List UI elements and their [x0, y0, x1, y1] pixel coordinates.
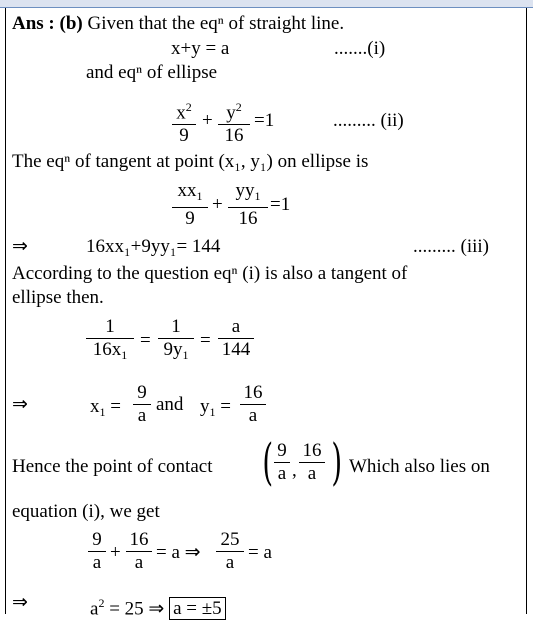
sum-fraction-1 — [88, 529, 106, 574]
x1-fraction — [133, 382, 151, 427]
y1-equals: = — [220, 396, 231, 417]
y1-var: y — [200, 396, 210, 417]
xx-sub: 1 — [196, 189, 203, 203]
y1-fraction — [240, 382, 266, 427]
ratio-2-den: 9y — [163, 339, 183, 360]
implies-arrow-1: ⇒ — [12, 236, 28, 257]
x-var: x — [176, 102, 186, 124]
y1-label — [200, 396, 231, 423]
equals-one: =1 — [254, 110, 275, 131]
contact-y-den: a — [307, 463, 317, 484]
x1-sub: 1 — [99, 405, 106, 419]
window-top-strip — [0, 0, 533, 8]
right-paren: ) — [331, 433, 343, 491]
ratio-1-sub: 1 — [121, 348, 128, 362]
equation-iii: 16xx₁+9yy₁= 144 — [86, 236, 221, 257]
answer-box — [5, 8, 527, 614]
left-paren: ( — [262, 433, 274, 491]
x1-var: x — [90, 396, 100, 417]
ratio-1-den: 16x — [92, 339, 122, 360]
final-answer-box: a = ±5 — [169, 597, 226, 620]
ratio-fraction-3 — [218, 316, 254, 361]
contact-y-fraction — [299, 440, 325, 485]
ratio-2-sub: 1 — [182, 348, 189, 362]
equation-i-tag: .......(i) — [334, 38, 386, 59]
x1-num: 9 — [137, 382, 147, 403]
y1-num: 16 — [243, 382, 263, 403]
answer-line-1 — [12, 13, 344, 35]
according-line-2: ellipse then. — [12, 287, 104, 308]
yy-var: yy — [235, 180, 255, 201]
tangent-plus: + — [212, 194, 223, 215]
x1-den: a — [137, 405, 147, 426]
y1-den: a — [248, 405, 258, 426]
y-square: 2 — [235, 100, 242, 114]
tangent-text: The eqⁿ of tangent at point (x₁, y₁) on ellipse is — [12, 151, 369, 172]
contact-comma: , — [292, 460, 297, 481]
next-question-cut-off — [0, 614, 533, 626]
sum-2-den: a — [134, 552, 144, 573]
also-lies-text: Which also lies on — [349, 456, 490, 477]
ratio-equals-1: = — [140, 330, 151, 351]
ratio-fraction-1 — [86, 316, 134, 366]
y-var: y — [226, 102, 236, 124]
sum-1-num: 9 — [92, 529, 102, 550]
given-text: Given that the eqⁿ of straight line. — [87, 13, 345, 34]
tangent-x-fraction — [172, 180, 208, 230]
ratio-3-num: a — [231, 316, 241, 337]
ellipse-y-fraction — [218, 96, 250, 147]
equals-25-implies: = 25 ⇒ — [109, 598, 165, 620]
contact-x-num: 9 — [277, 440, 287, 461]
sum-fraction-3 — [216, 529, 244, 574]
tangent-equals-one: =1 — [270, 194, 291, 215]
x1-label — [90, 396, 121, 423]
sum-equals-a: = a — [248, 542, 272, 563]
xx-var: xx — [177, 180, 197, 201]
ratio-fraction-2 — [158, 316, 194, 366]
implies-arrow-2: ⇒ — [12, 394, 28, 415]
tangent-den-16: 16 — [238, 208, 258, 229]
ellipse-den-9: 9 — [179, 125, 189, 147]
implies-arrow-3: ⇒ — [12, 592, 28, 613]
and-word: and — [156, 394, 184, 415]
a-var: a — [90, 598, 99, 620]
tangent-y-fraction — [228, 180, 268, 230]
ans-label: Ans : (b) — [12, 13, 83, 34]
contact-text: Hence the point of contact — [12, 456, 213, 477]
sum-3-num: 25 — [220, 529, 240, 550]
ellipse-den-16: 16 — [224, 125, 244, 147]
according-line-1: According to the question eqⁿ (i) is also a tangent of — [12, 263, 408, 284]
a-square: 2 — [98, 596, 105, 610]
equation-iii-tag: ......... (iii) — [413, 236, 489, 257]
sum-plus: + — [110, 542, 121, 563]
equation-i: x+y = a — [171, 38, 230, 59]
ratio-equals-2: = — [200, 330, 211, 351]
y1-sub: 1 — [209, 405, 216, 419]
x-square: 2 — [185, 100, 192, 114]
sum-3-den: a — [225, 552, 235, 573]
ratio-1-num: 1 — [105, 316, 115, 337]
yy-sub: 1 — [254, 189, 261, 203]
contact-x-fraction — [274, 440, 290, 485]
ellipse-x-fraction — [172, 96, 196, 147]
sum-equals-implies: = a ⇒ — [156, 542, 201, 563]
tangent-den-9: 9 — [185, 208, 195, 229]
equation-ii-tag: ......... (ii) — [333, 110, 404, 131]
sum-1-den: a — [92, 552, 102, 573]
contact-x-den: a — [277, 463, 287, 484]
plus-sign: + — [202, 110, 213, 131]
contact-y-num: 16 — [302, 440, 322, 461]
sum-2-num: 16 — [129, 529, 149, 550]
ratio-2-num: 1 — [171, 316, 181, 337]
sum-fraction-2 — [126, 529, 152, 574]
x1-equals: = — [110, 396, 121, 417]
ratio-3-den: 144 — [221, 339, 251, 360]
equation-i-get: equation (i), we get — [12, 501, 160, 522]
and-ellipse-text: and eqⁿ of ellipse — [86, 62, 218, 83]
